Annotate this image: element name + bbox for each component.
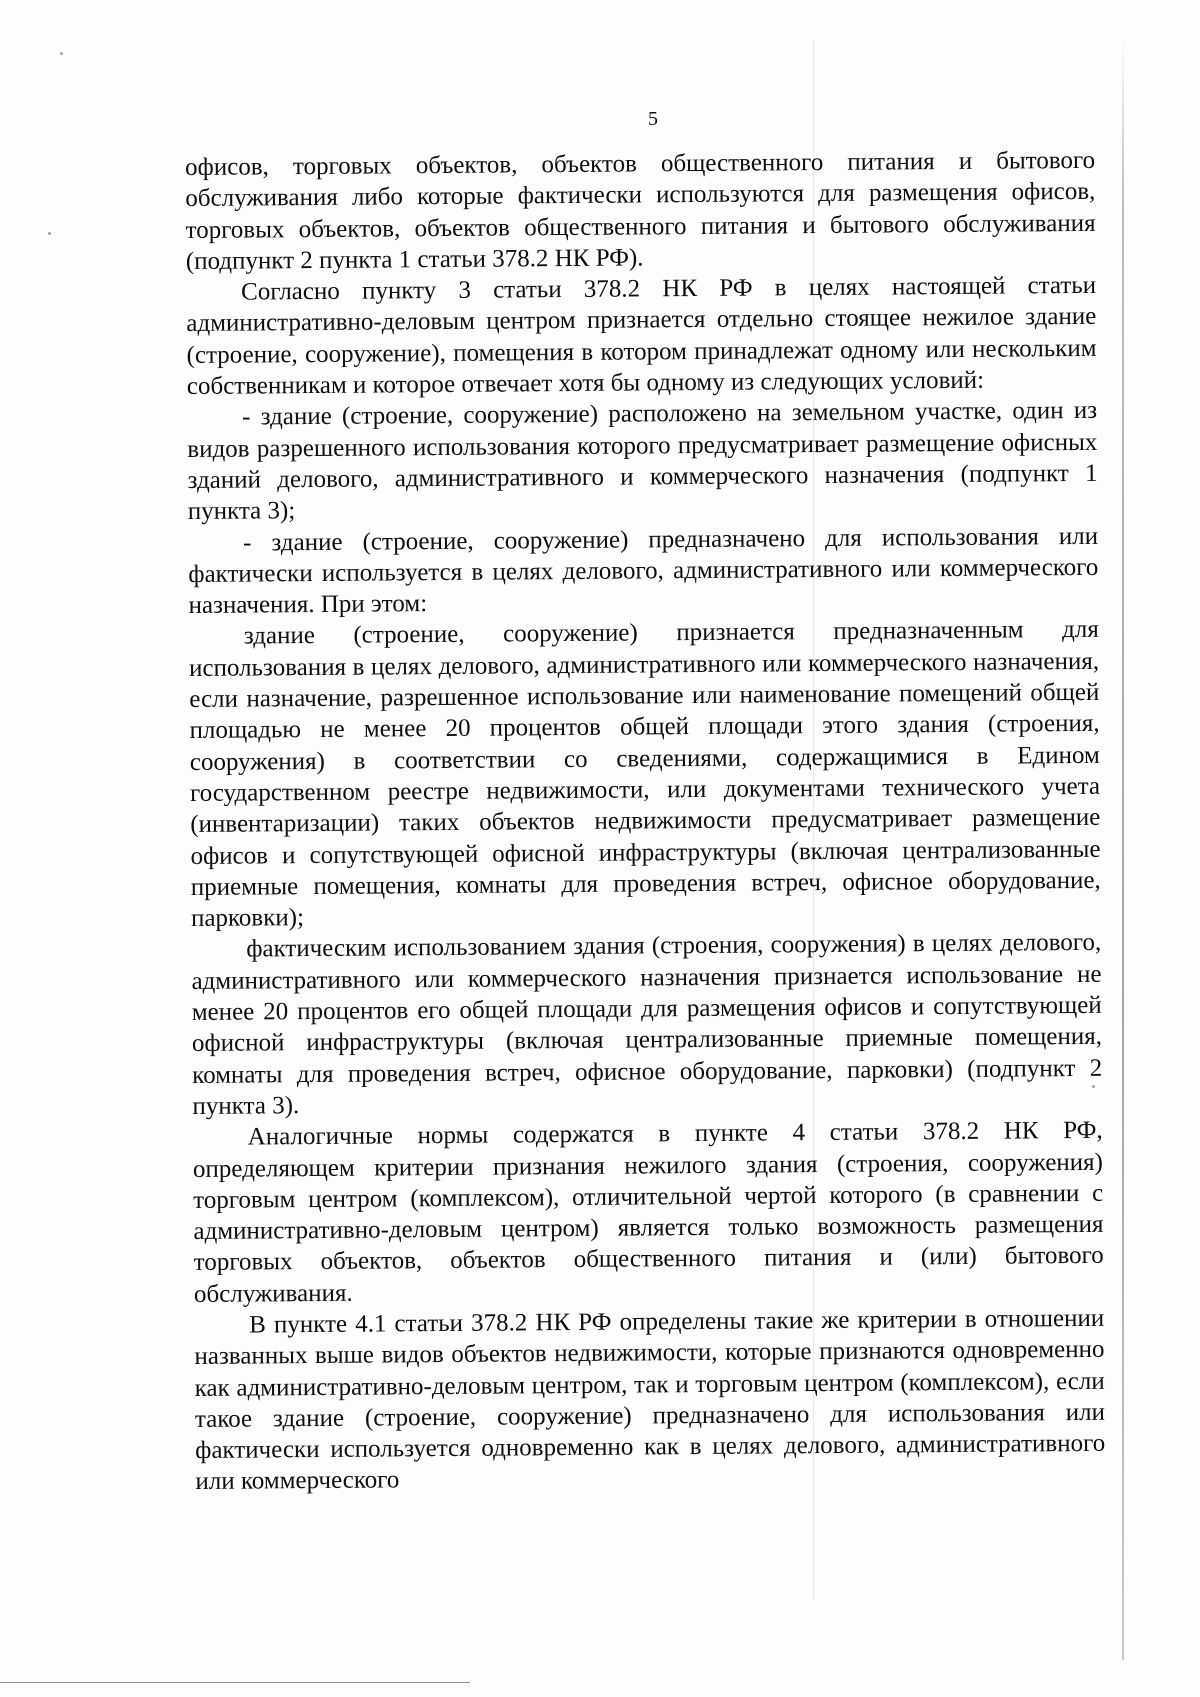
document-body — [185, 145, 1106, 1498]
list-item-paragraph: - здание (строение, сооружение) расположено на земельном участке, один из видов разрешенного использования которого предусматривает размещение офисных зданий делового, административного и коммерческого назначения (подпункт 1 пункта 3); — [187, 397, 1098, 526]
page-number: 5 — [648, 108, 658, 130]
paragraph: здание (строение, сооружение) признается предназначенным для использования в целях делового, административного или коммерческого назначения, если назначение, разрешенное использование или наименование помещений общей площадью не менее 20 процентов общей площади этого здания (строения, сооружения) в соответствии со сведениями, содержащимися в Едином государственном реестре недвижимости, или документами технического учета (инвентаризации) таких объектов недвижимости предусматривает размещение офисов и сопутствующей офисной инфраструктуры (включая централизованные приемные помещения, комнаты для проведения встреч, офисное оборудование, парковки); — [188, 616, 1101, 933]
paragraph: Согласно пункту 3 статьи 378.2 НК РФ в целях настоящей статьи административно-деловым центром признается отдельно стоящее нежилое здание (строение, сооружение), помещения в котором принадлежат одному или нескольким собственникам и которое отвечает хотя бы одному из следующих условий: — [186, 272, 1097, 401]
paragraph: Аналогичные нормы содержатся в пункте 4 статьи 378.2 НК РФ, определяющем критерии признания нежилого здания (строения, сооружения) торговым центром (комплексом), отличительной чертой которого (в сравнении с административно-деловым центром) является только возможность размещения торговых объектов, объектов общественного питания и (или) бытового обслуживания. — [192, 1117, 1104, 1308]
paragraph-continuation: офисов, торговых объектов, объектов общественного питания и бытового обслуживания либо которые фактически используются для размещения офисов, торговых объектов, объектов общественного питания и бытового обслуживания (подпункт 2 пункта 1 статьи 378.2 НК РФ). — [185, 146, 1096, 275]
scan-speck — [60, 52, 63, 55]
list-item-paragraph: - здание (строение, сооружение) предназначено для использования или фактически используется в целях делового, административного или коммерческого назначения. При этом: — [188, 522, 1099, 620]
scan-artifact-line — [1122, 40, 1124, 1660]
scan-artifact-line — [0, 1682, 470, 1683]
paragraph: фактическим использованием здания (строения, сооружения) в целях делового, административного или коммерческого назначения признается использование не менее 20 процентов его общей площади для размещения офисов и сопутствующей офисной инфраструктуры (включая централизованные приемные помещения, комнаты для проведения встреч, офисное оборудование, парковки) (подпункт 2 пункта 3). — [191, 929, 1103, 1120]
scan-speck — [48, 232, 51, 235]
paragraph: В пункте 4.1 статьи 378.2 НК РФ определены такие же критерии в отношении названных выше видов объектов недвижимости, которые признаются одновременно как административно-деловым центром, так и торговым центром (комплексом), если такое здание (строение, сооружение) предназначено для использования или фактически используется одновременно как в целях делового, административного или коммерческого — [194, 1304, 1106, 1496]
